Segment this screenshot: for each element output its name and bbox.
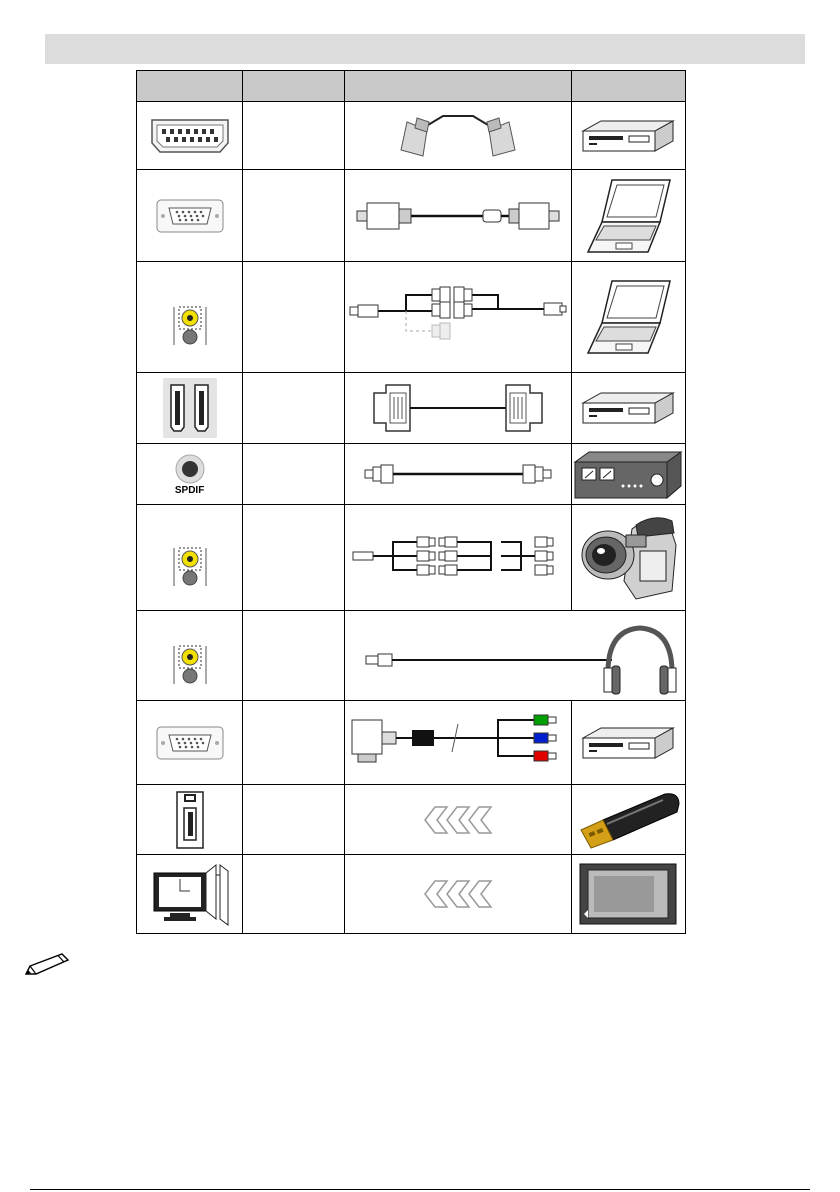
vga-port-icon bbox=[155, 198, 225, 234]
header-cables bbox=[345, 71, 571, 102]
connection-table bbox=[136, 70, 686, 934]
device-cell bbox=[571, 262, 685, 373]
ypbpr-cable-icon bbox=[348, 710, 568, 776]
insert-arrows-icon bbox=[413, 805, 503, 835]
table-header-row bbox=[137, 71, 686, 102]
connector-cell bbox=[137, 785, 243, 855]
dvd-player-icon bbox=[579, 117, 677, 155]
type-cell bbox=[243, 855, 345, 934]
connector-cell bbox=[137, 170, 243, 262]
cable-cell bbox=[345, 785, 571, 855]
amplifier-icon bbox=[573, 448, 683, 500]
connector-cell bbox=[137, 611, 243, 701]
cable-device-cell bbox=[345, 611, 686, 701]
type-cell bbox=[243, 505, 345, 611]
device-cell bbox=[571, 373, 685, 444]
type-cell bbox=[243, 444, 345, 505]
cable-cell bbox=[345, 444, 571, 505]
audio-cable-icon bbox=[348, 279, 568, 355]
table-row bbox=[137, 701, 686, 785]
type-cell bbox=[243, 701, 345, 785]
vga-cable-icon bbox=[355, 193, 561, 239]
connector-cell bbox=[137, 855, 243, 934]
table-row bbox=[137, 505, 686, 611]
device-cell bbox=[571, 701, 685, 785]
scart-port-icon bbox=[148, 117, 232, 155]
connector-cell bbox=[137, 505, 243, 611]
hdmi-port-icon bbox=[162, 377, 218, 439]
device-cell bbox=[571, 170, 685, 262]
vga-port-icon bbox=[155, 725, 225, 761]
device-cell bbox=[571, 505, 685, 611]
table-row bbox=[137, 262, 686, 373]
table-row bbox=[137, 785, 686, 855]
insert-arrows-icon bbox=[413, 879, 503, 909]
headphone-cable-icon bbox=[350, 616, 680, 696]
audio-jack-icon bbox=[170, 287, 210, 347]
page-banner bbox=[45, 34, 805, 64]
device-cell bbox=[571, 102, 685, 170]
cable-cell bbox=[345, 505, 571, 611]
audio-jack-icon bbox=[170, 528, 210, 588]
connector-cell bbox=[137, 701, 243, 785]
ci-card-icon bbox=[578, 862, 678, 926]
hdmi-cable-icon bbox=[368, 381, 548, 435]
page-bottom-line bbox=[30, 1189, 810, 1190]
spdif-port-icon bbox=[170, 453, 210, 485]
table-row bbox=[137, 611, 686, 701]
header-type bbox=[243, 71, 345, 102]
connector-cell bbox=[137, 444, 243, 505]
type-cell bbox=[243, 262, 345, 373]
note-pencil-icon bbox=[22, 952, 72, 978]
table-row bbox=[137, 102, 686, 170]
dvd-player-icon bbox=[579, 389, 677, 427]
type-cell bbox=[243, 373, 345, 444]
cable-cell bbox=[345, 373, 571, 444]
connector-cell bbox=[137, 262, 243, 373]
usb-stick-icon bbox=[573, 790, 683, 850]
spdif-label: SPDIF bbox=[174, 484, 205, 496]
connector-cell bbox=[137, 373, 243, 444]
laptop-icon bbox=[582, 176, 674, 256]
usb-port-icon bbox=[175, 790, 205, 850]
header-device bbox=[571, 71, 685, 102]
av-cable-icon bbox=[351, 534, 565, 582]
coaxial-cable-icon bbox=[363, 462, 553, 486]
cable-cell bbox=[345, 855, 571, 934]
cable-cell bbox=[345, 102, 571, 170]
table-row bbox=[137, 373, 686, 444]
audio-jack-icon bbox=[170, 626, 210, 686]
cable-cell bbox=[345, 262, 571, 373]
dvd-player-icon bbox=[579, 724, 677, 762]
type-cell bbox=[243, 611, 345, 701]
device-cell bbox=[571, 444, 685, 505]
cable-cell bbox=[345, 170, 571, 262]
laptop-icon bbox=[582, 277, 674, 357]
device-cell bbox=[571, 785, 685, 855]
ci-slot-icon bbox=[150, 861, 230, 927]
type-cell bbox=[243, 785, 345, 855]
header-connector bbox=[137, 71, 243, 102]
type-cell bbox=[243, 102, 345, 170]
connector-cell bbox=[137, 102, 243, 170]
device-cell bbox=[571, 855, 685, 934]
table-row bbox=[137, 855, 686, 934]
table-row bbox=[137, 444, 686, 505]
table-row bbox=[137, 170, 686, 262]
type-cell bbox=[243, 170, 345, 262]
headphones-icon bbox=[604, 628, 676, 694]
cable-cell bbox=[345, 701, 571, 785]
scart-cable-icon bbox=[393, 108, 523, 164]
camcorder-icon bbox=[576, 511, 680, 605]
